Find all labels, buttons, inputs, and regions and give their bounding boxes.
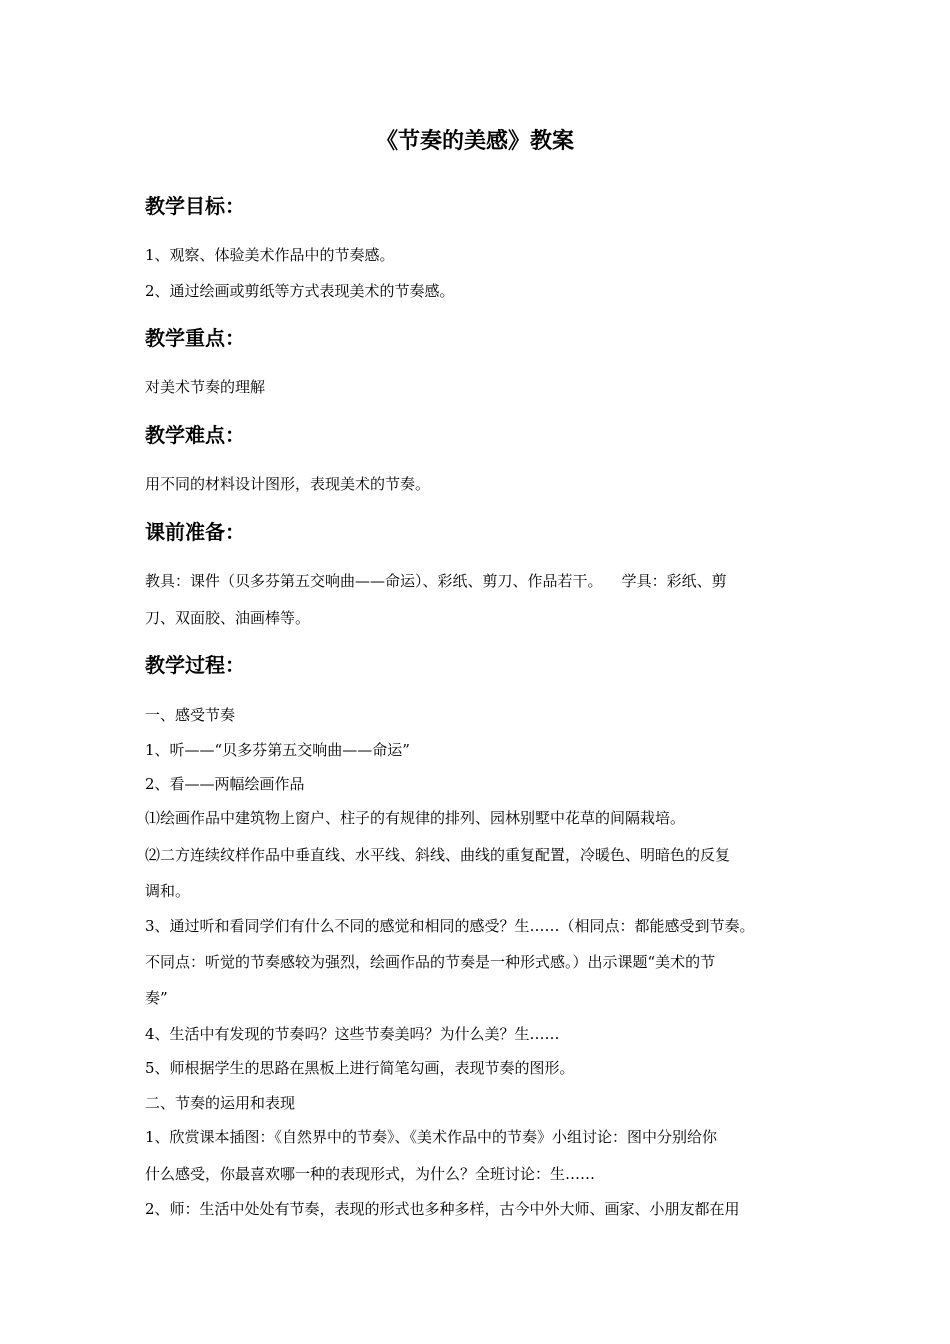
process-line: 调和。	[145, 882, 191, 900]
difficulties-heading: 教学难点：	[145, 423, 245, 447]
process-line: 1、欣赏课本插图：《自然界中的节奏》、《美术作品中的节奏》小组讨论：图中分别给你	[145, 1128, 718, 1146]
process-line: 什么感受，你最喜欢哪一种的表现形式，为什么？全班讨论：生……	[145, 1165, 596, 1183]
process-heading: 教学过程：	[145, 653, 245, 677]
process-line: 4、生活中有发现的节奏吗？这些节奏美吗？为什么美？生……	[145, 1025, 560, 1043]
process-line: 一、感受节奏	[145, 706, 236, 724]
key-points-text: 对美术节奏的理解	[145, 378, 266, 396]
process-line: 不同点：听觉的节奏感较为强烈，绘画作品的节奏是一种形式感。）出示课题“美术的节	[145, 953, 716, 971]
key-points-heading: 教学重点：	[145, 326, 245, 350]
preparation-line: 教具：课件（贝多芬第五交响曲——命运）、彩纸、剪刀、作品若干。 学具：彩纸、剪	[145, 572, 727, 590]
preparation-heading: 课前准备：	[145, 520, 245, 544]
process-line: ⑴绘画作品中建筑物上窗户、柱子的有规律的排列、园林别墅中花草的间隔栽培。	[145, 809, 686, 827]
process-line: ⑵二方连续纹样作品中垂直线、水平线、斜线、曲线的重复配置，冷暖色、明暗色的反复	[145, 846, 731, 864]
process-line: 2、看——两幅绘画作品	[145, 775, 305, 793]
document-title: 《节奏的美感》教案	[375, 129, 574, 154]
process-line: 5、师根据学生的思路在黑板上进行简笔勾画，表现节奏的图形。	[145, 1059, 575, 1077]
objective-item: 2、通过绘画或剪纸等方式表现美术的节奏感。	[145, 282, 455, 300]
process-line: 奏”	[145, 989, 168, 1007]
preparation-line: 刀、双面胶、油画棒等。	[145, 609, 311, 627]
process-line: 1、听——“贝多芬第五交响曲——命运”	[145, 741, 410, 759]
difficulties-text: 用不同的材料设计图形，表现美术的节奏。	[145, 475, 431, 493]
objectives-heading: 教学目标：	[145, 194, 245, 218]
process-line: 2、师：生活中处处有节奏，表现的形式也多种多样，古今中外大师、画家、小朋友都在用	[145, 1200, 740, 1218]
process-line: 二、节奏的运用和表现	[145, 1094, 296, 1112]
process-line: 3、通过听和看同学们有什么不同的感觉和相同的感受？生……（相同点：都能感受到节奏。	[145, 917, 755, 935]
objective-item: 1、观察、体验美术作品中的节奏感。	[145, 246, 395, 264]
